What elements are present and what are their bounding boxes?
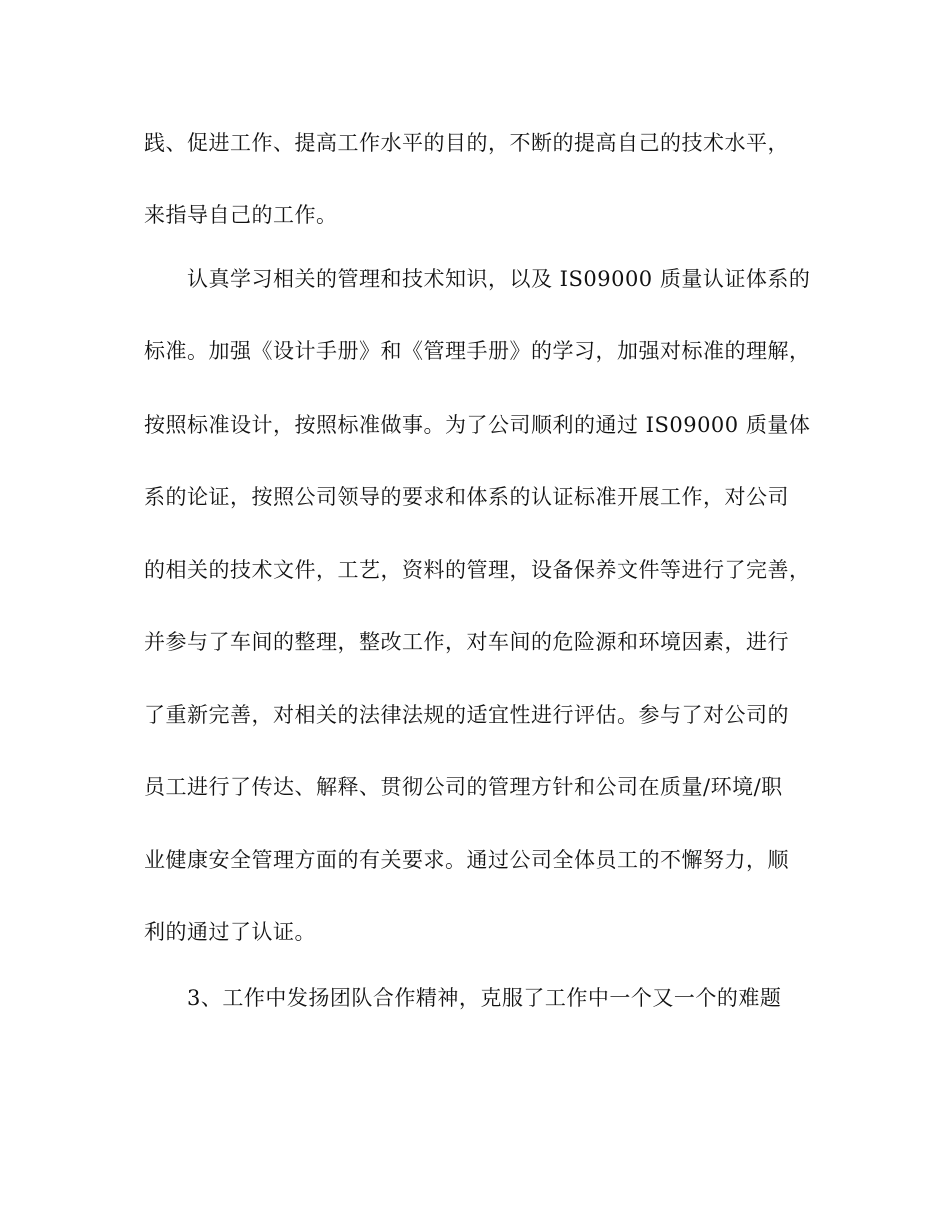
text-line: 员工进行了传达、解释、贯彻公司的管理方针和公司在质量/环境/职 [144,775,783,799]
text-line: 系的论证，按照公司领导的要求和体系的认证标准开展工作，对公司 [144,485,789,509]
text-line: 并参与了车间的整理，整改工作，对车间的危险源和环境因素，进行 [144,630,789,654]
text-line: 利的通过了认证。 [144,920,316,944]
text-line: 的相关的技术文件，工艺，资料的管理，设备保养文件等进行了完善， [144,558,811,582]
paragraph-start-line: 3、工作中发扬团队合作精神，克服了工作中一个又一个的难题 [187,986,782,1010]
paragraph-start-line: 认真学习相关的管理和技术知识，以及 IS09000 质量认证体系的 [187,267,811,291]
text-line: 按照标准设计，按照标准做事。为了公司顺利的通过 IS09000 质量体 [144,413,811,437]
text-line: 来指导自己的工作。 [144,203,338,227]
text-line: 践、促进工作、提高工作水平的目的，不断的提高自己的技术水平， [144,131,789,155]
text-line: 业健康安全管理方面的有关要求。通过公司全体员工的不懈努力，顺 [144,848,789,872]
text-line: 了重新完善，对相关的法律法规的适宜性进行评估。参与了对公司的 [144,703,789,727]
text-line: 标准。加强《设计手册》和《管理手册》的学习，加强对标准的理解， [144,339,811,363]
